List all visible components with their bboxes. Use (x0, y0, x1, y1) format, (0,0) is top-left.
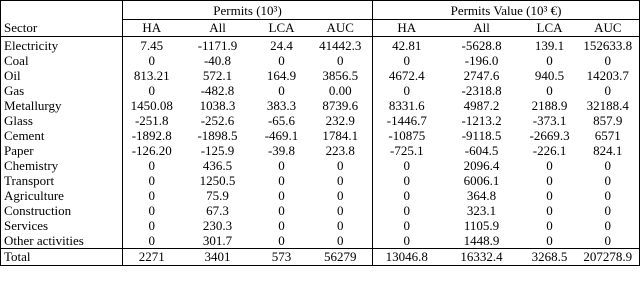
cell-value-ha: -1446.7 (386, 113, 427, 128)
table-row (1, 203, 640, 218)
table-row (1, 188, 640, 203)
cell-permits-ha: -1892.8 (131, 128, 172, 143)
cell-value-lca: 0 (546, 173, 553, 188)
cell-value-auc: 824.1 (577, 143, 640, 158)
cell-value-auc: 207278.9 (577, 249, 640, 266)
cell-permits-lca: -39.8 (267, 143, 296, 158)
cell-value-auc: 0 (577, 233, 640, 249)
cell-value-auc: 32188.4 (577, 98, 640, 113)
cell-permits-lca: -65.6 (267, 113, 296, 128)
cell-value-lca: 0 (546, 218, 553, 233)
cell-permits-ha: 0 (148, 188, 155, 203)
cell-permits-auc: 232.9 (309, 113, 373, 128)
table-row (1, 98, 640, 113)
cell-sector: Total (1, 249, 123, 266)
permits-group-header: Permits (10³) (123, 1, 373, 20)
column-header-permits-all: All (209, 20, 226, 35)
cell-value-ha: 0 (403, 173, 411, 188)
cell-value-auc: 0 (577, 218, 640, 233)
permits-value-group-header: Permits Value (10³ €) (373, 1, 640, 20)
cell-permits-all: 67.3 (206, 203, 229, 218)
table-row (1, 37, 640, 54)
cell-value-ha: 8331.6 (388, 98, 425, 113)
column-header-sector: Sector (1, 20, 123, 37)
cell-permits-auc: 0 (309, 173, 373, 188)
cell-sector: Gas (1, 83, 123, 98)
cell-permits-lca: 0 (278, 218, 285, 233)
cell-value-all: -9118.5 (461, 128, 502, 143)
table-body (1, 37, 640, 266)
cell-permits-auc: 56279 (309, 249, 373, 266)
cell-permits-lca: 0 (278, 203, 285, 218)
table-row (1, 53, 640, 68)
cell-value-lca: -2669.3 (529, 128, 570, 143)
cell-permits-lca: 0 (278, 158, 285, 173)
cell-permits-ha: 0 (148, 158, 155, 173)
table-row (1, 143, 640, 158)
cell-permits-ha: 0 (148, 53, 155, 68)
cell-permits-all: -482.8 (200, 83, 235, 98)
cell-sector: Services (1, 218, 123, 233)
cell-permits-all: 572.1 (202, 68, 233, 83)
cell-permits-lca: 24.4 (255, 37, 309, 54)
cell-permits-all: 230.3 (202, 218, 233, 233)
cell-permits-auc: 0 (309, 53, 373, 68)
cell-value-auc: 0 (577, 53, 640, 68)
cell-value-lca: 940.5 (534, 68, 565, 83)
cell-value-auc: 6571 (577, 128, 640, 143)
cell-value-lca: 0 (546, 53, 553, 68)
column-header-permits-lca: LCA (268, 20, 295, 35)
cell-permits-all: -252.6 (200, 113, 235, 128)
cell-permits-ha: -126.20 (131, 143, 172, 158)
cell-sector: Electricity (1, 37, 123, 54)
column-header-value-auc: AUC (577, 20, 640, 37)
cell-permits-ha: -251.8 (134, 113, 169, 128)
cell-value-auc: 0 (577, 158, 640, 173)
cell-permits-ha: 0 (148, 218, 155, 233)
cell-value-ha: 13046.8 (373, 249, 441, 266)
cell-value-ha: 0 (403, 218, 411, 233)
cell-permits-lca: 164.9 (266, 68, 297, 83)
cell-value-lca: 0 (546, 233, 553, 248)
cell-value-ha: 0 (403, 233, 411, 248)
cell-value-lca: 139.1 (523, 37, 577, 54)
cell-value-all: -196.0 (464, 53, 499, 68)
cell-value-all: -2318.8 (461, 83, 502, 98)
cell-value-all: -1213.2 (461, 113, 502, 128)
table-row (1, 173, 640, 188)
cell-permits-lca: 383.3 (266, 98, 297, 113)
cell-value-lca: -373.1 (532, 113, 567, 128)
cell-permits-ha: 7.45 (123, 37, 181, 54)
cell-permits-ha: 0 (148, 83, 155, 98)
cell-value-lca: 0 (546, 83, 553, 98)
cell-value-auc: 152633.8 (577, 37, 640, 54)
cell-sector: Chemistry (1, 158, 123, 173)
cell-sector: Transport (1, 173, 123, 188)
cell-value-ha: 0 (403, 203, 411, 218)
cell-value-ha: 0 (403, 83, 411, 98)
cell-value-ha: 42.81 (373, 37, 441, 54)
cell-sector: Oil (1, 68, 123, 83)
cell-value-all: 2096.4 (463, 158, 500, 173)
cell-permits-all: 436.5 (202, 158, 233, 173)
cell-sector: Paper (1, 143, 123, 158)
cell-permits-auc: 3856.5 (309, 68, 373, 83)
table-row (1, 128, 640, 143)
column-header-value-lca: LCA (536, 20, 563, 35)
cell-value-ha: 0 (403, 158, 411, 173)
cell-value-lca: -226.1 (532, 143, 567, 158)
cell-value-auc: 857.9 (577, 113, 640, 128)
cell-permits-all: 75.9 (206, 188, 229, 203)
cell-value-all: 4987.2 (463, 98, 500, 113)
cell-permits-lca: 0 (278, 233, 285, 248)
table-row (1, 218, 640, 233)
cell-permits-auc: 0 (309, 218, 373, 233)
cell-permits-lca: -469.1 (264, 128, 299, 143)
cell-permits-auc: 0.00 (309, 83, 373, 98)
total-row (1, 249, 640, 266)
cell-permits-ha: 0 (148, 173, 155, 188)
cell-permits-auc: 8739.6 (309, 98, 373, 113)
cell-permits-auc: 0 (309, 233, 373, 249)
cell-permits-all: -1171.9 (181, 37, 255, 54)
cell-value-lca: 2188.9 (531, 98, 568, 113)
cell-value-all: 16332.4 (441, 249, 523, 266)
column-header-permits-ha: HA (142, 20, 162, 35)
cell-permits-all: -1898.5 (197, 128, 238, 143)
cell-value-auc: 0 (577, 83, 640, 98)
table-row (1, 68, 640, 83)
cell-value-auc: 14203.7 (577, 68, 640, 83)
cell-permits-auc: 0 (309, 203, 373, 218)
group-header-row (1, 1, 640, 20)
cell-value-all: 323.1 (466, 203, 497, 218)
table-row (1, 158, 640, 173)
cell-sector: Agriculture (1, 188, 123, 203)
cell-permits-lca: 0 (278, 83, 285, 98)
column-header-value-ha: HA (397, 20, 417, 35)
header-blank-cell (1, 1, 123, 20)
cell-value-ha: -725.1 (389, 143, 424, 158)
cell-permits-all: 1038.3 (199, 98, 236, 113)
cell-value-auc: 0 (577, 203, 640, 218)
cell-permits-auc: 0 (309, 158, 373, 173)
table-row (1, 233, 640, 249)
cell-permits-all: 301.7 (202, 233, 233, 248)
cell-permits-ha: 0 (148, 203, 155, 218)
cell-value-all: 364.8 (466, 188, 497, 203)
cell-permits-lca: 0 (278, 173, 285, 188)
cell-value-auc: 0 (577, 173, 640, 188)
cell-sector: Construction (1, 203, 123, 218)
cell-permits-lca: 0 (278, 188, 285, 203)
cell-value-all: 6006.1 (463, 173, 500, 188)
cell-value-lca: 0 (546, 203, 553, 218)
cell-value-auc: 0 (577, 188, 640, 203)
cell-permits-ha: 813.21 (133, 68, 170, 83)
cell-permits-ha: 0 (148, 233, 155, 248)
cell-permits-all: -125.9 (200, 143, 235, 158)
cell-permits-ha: 1450.08 (130, 98, 173, 113)
column-header-permits-auc: AUC (309, 20, 373, 37)
cell-sector: Cement (1, 128, 123, 143)
column-header-value-all: All (473, 20, 490, 35)
cell-sector: Glass (1, 113, 123, 128)
cell-permits-ha: 2271 (123, 249, 181, 266)
cell-value-lca: 3268.5 (523, 249, 577, 266)
cell-permits-lca: 0 (278, 53, 285, 68)
cell-sector: Other activities (1, 233, 123, 249)
cell-value-all: 1105.9 (463, 218, 500, 233)
cell-value-all: -5628.8 (441, 37, 523, 54)
cell-value-ha: -10875 (388, 128, 426, 143)
cell-permits-auc: 41442.3 (309, 37, 373, 54)
cell-permits-lca: 573 (255, 249, 309, 266)
cell-value-ha: 0 (403, 53, 411, 68)
cell-value-all: 1448.9 (463, 233, 500, 248)
cell-sector: Metallurgy (1, 98, 123, 113)
table-row (1, 83, 640, 98)
cell-value-ha: 0 (403, 188, 411, 203)
cell-value-lca: 0 (546, 158, 553, 173)
cell-value-all: 2747.6 (463, 68, 500, 83)
cell-value-ha: 4672.4 (388, 68, 425, 83)
table-row (1, 113, 640, 128)
cell-permits-auc: 1784.1 (309, 128, 373, 143)
cell-sector: Coal (1, 53, 123, 68)
cell-permits-all: 1250.5 (199, 173, 236, 188)
cell-permits-auc: 0 (309, 188, 373, 203)
cell-value-all: -604.5 (464, 143, 499, 158)
cell-permits-all: 3401 (181, 249, 255, 266)
cell-value-lca: 0 (546, 188, 553, 203)
cell-permits-auc: 223.8 (309, 143, 373, 158)
column-header-row (1, 20, 640, 37)
cell-permits-all: -40.8 (203, 53, 232, 68)
